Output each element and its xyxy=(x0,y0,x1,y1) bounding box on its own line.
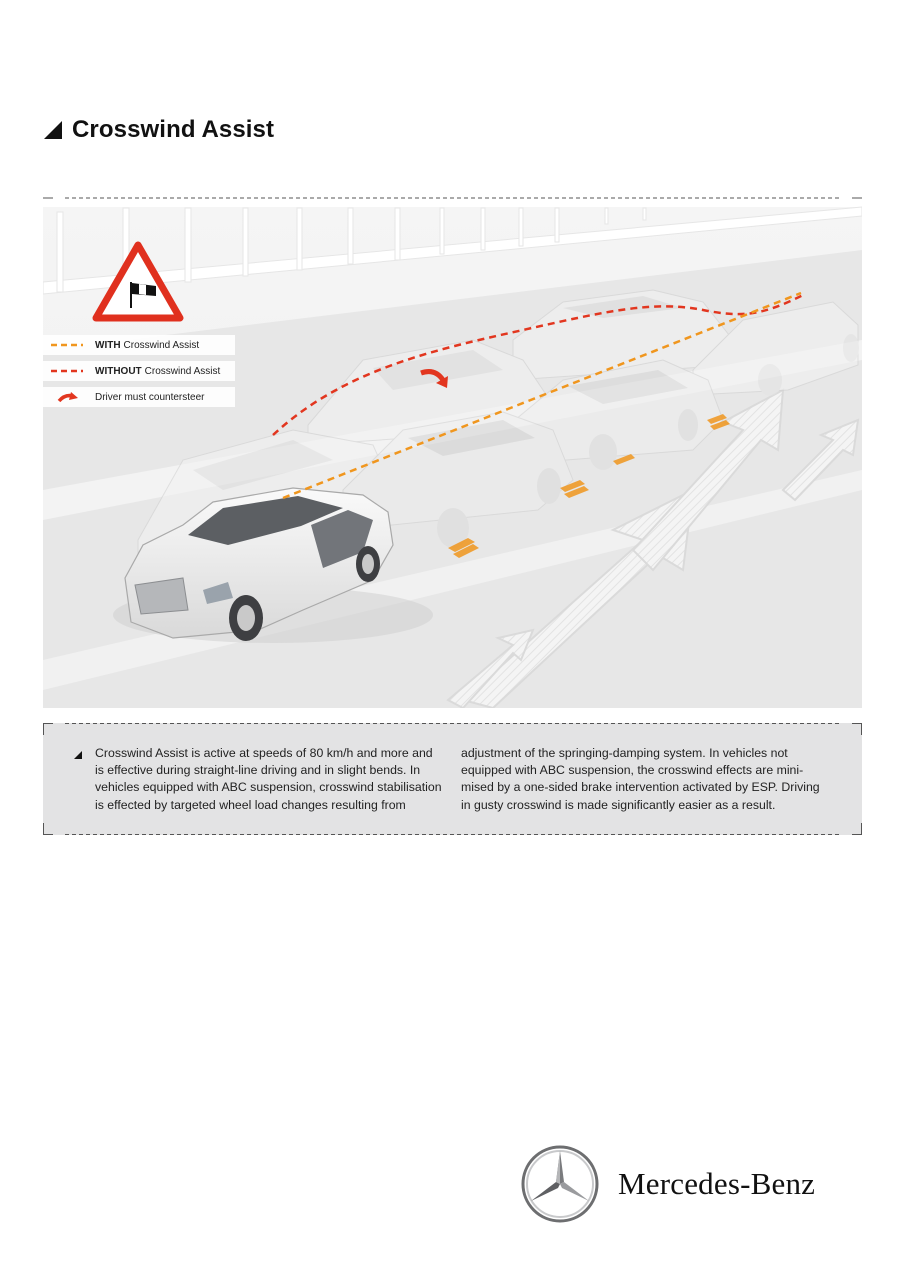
legend-countersteer-label: Driver must countersteer xyxy=(95,391,205,403)
illustration-canvas xyxy=(43,190,862,708)
with-line-icon xyxy=(51,343,83,347)
mercedes-star-icon xyxy=(520,1144,600,1224)
description-column-2: adjustment of the springing-damping system. In vehicles not equipped with ABC suspension, the crosswind effects are mini- mised by a one-sided brake intervention activated by ESP. Driving in gusty crosswind is made significantly easier as a result. xyxy=(461,746,820,812)
brand-name: Mercedes-Benz xyxy=(618,1166,816,1201)
title-triangle-icon xyxy=(44,121,62,139)
grille xyxy=(135,578,188,614)
legend-item-without xyxy=(43,361,235,381)
description-box xyxy=(43,723,862,835)
legend-with-bold: WITH xyxy=(95,339,121,351)
title-text: Crosswind Assist xyxy=(72,116,275,143)
legend-without-label: Crosswind Assist xyxy=(144,365,221,377)
description-column-1: Crosswind Assist is active at speeds of 80 km/h and more and is effective during straight-line driving and in slight bends. In vehicles equipped with ABC suspension, crosswind stabilisation is effected by targeted wheel load changes resulting from xyxy=(95,746,442,812)
legend-item-with xyxy=(43,335,235,355)
brand-logo xyxy=(520,1144,815,1224)
page-title xyxy=(44,116,274,144)
legend-with-label: Crosswind Assist xyxy=(123,339,200,351)
legend-without-bold: WITHOUT xyxy=(95,365,142,377)
legend-item-countersteer xyxy=(43,387,235,407)
countersteer-legend-icon xyxy=(51,391,83,403)
illustration xyxy=(43,190,862,708)
bullet-triangle-icon xyxy=(74,751,82,759)
without-line-icon xyxy=(51,369,83,373)
legend xyxy=(43,335,235,413)
